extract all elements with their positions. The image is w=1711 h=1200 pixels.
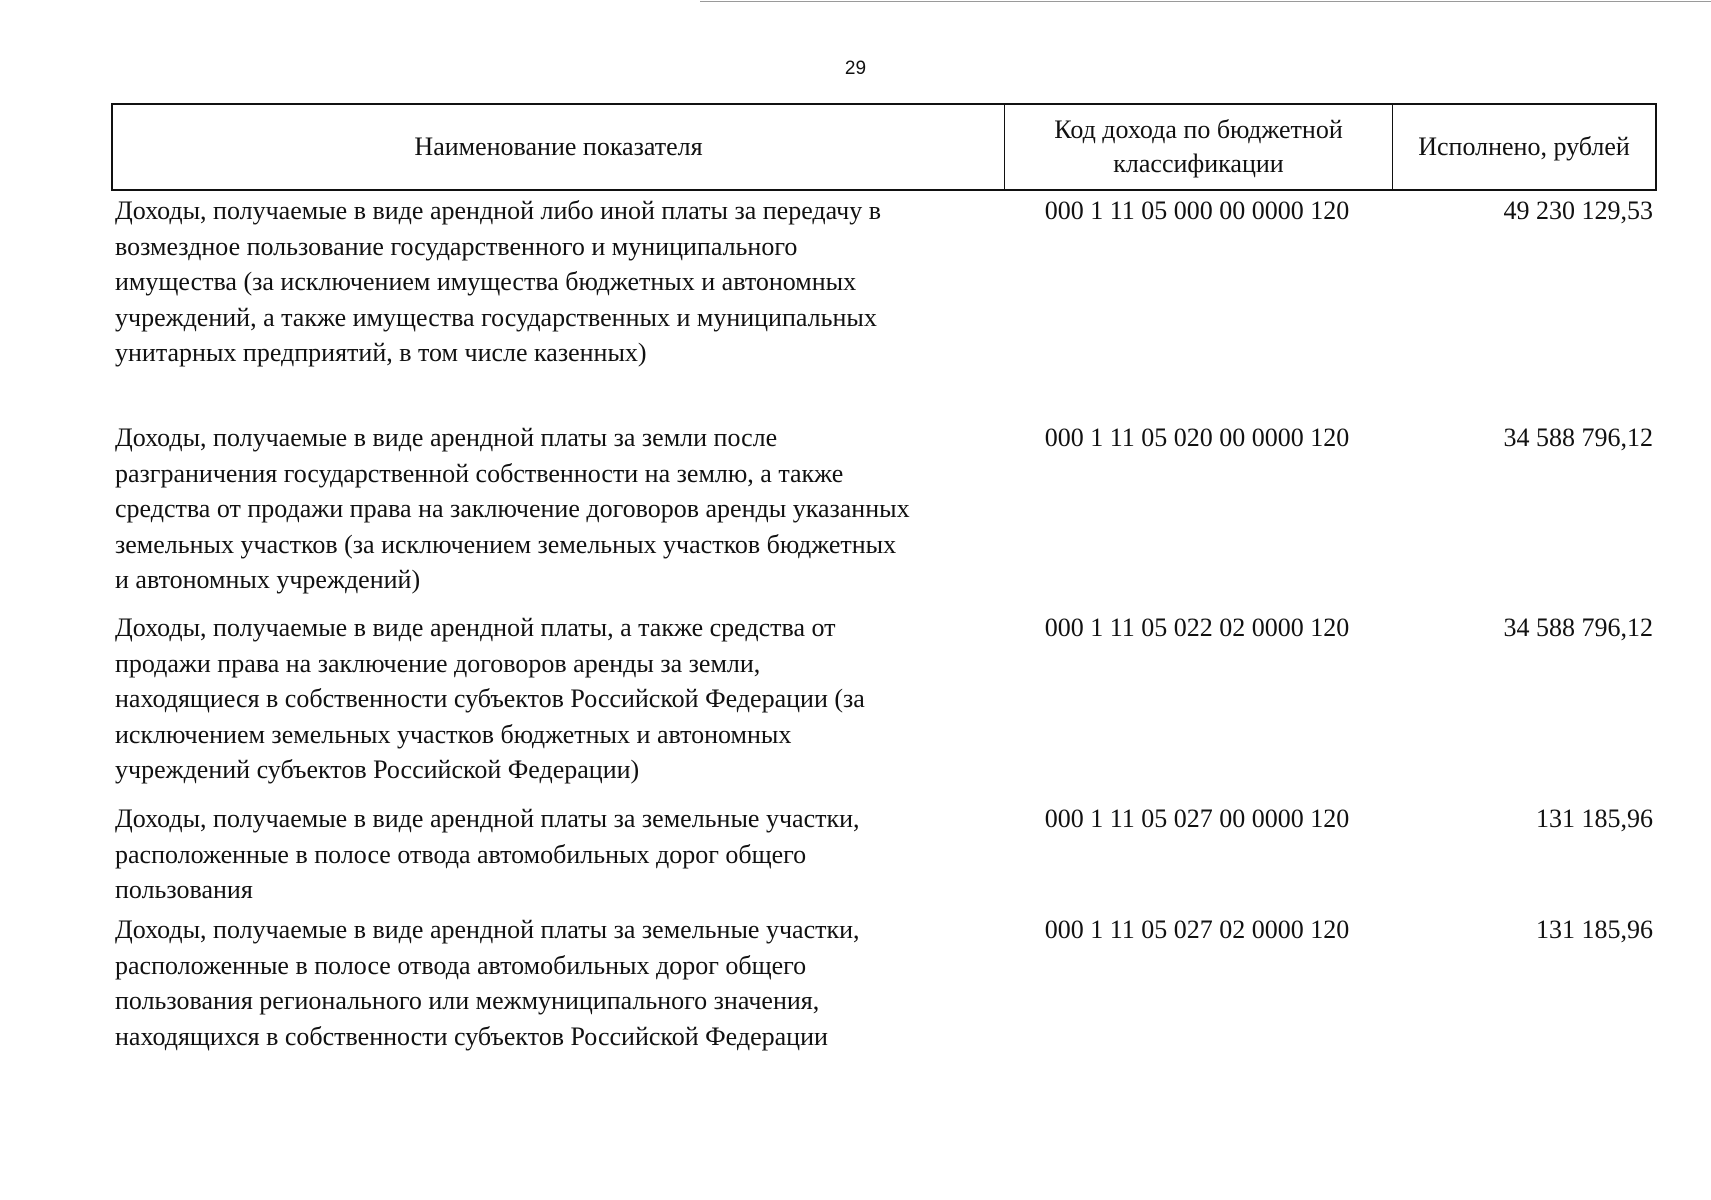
table-header [111,103,1657,191]
page-number: 29 [844,58,867,79]
top-edge-line [700,1,1711,2]
table-row [111,912,1657,1054]
row-income-code: 000 1 11 05 000 00 0000 120 [1044,196,1350,225]
table-row [111,801,1657,908]
row-indicator-name: Доходы, получаемые в виде арендной платы за земельные участки, расположенные в полосе отвода автомобильных дорог общего пользования [115,804,860,904]
row-income-code: 000 1 11 05 027 00 0000 120 [1044,804,1350,833]
row-indicator-name: Доходы, получаемые в виде арендной платы, а также средства от продажи права на заключение договоров аренды за земли, находящиеся в собственности субъектов Российской Федерации (за исключением земельных участков бюджетных и автономных учреждений субъектов Российской Федерации) [115,613,865,784]
row-income-code: 000 1 11 05 020 00 0000 120 [1044,423,1350,452]
table-row [111,193,1657,371]
table-row [111,420,1657,598]
row-executed-amount: 131 185,96 [1536,915,1653,944]
row-executed-amount: 34 588 796,12 [1503,423,1653,452]
row-indicator-name: Доходы, получаемые в виде арендной платы за земельные участки, расположенные в полосе отвода автомобильных дорог общего пользования регионального или межмуниципального значения, находящихся в собственности субъектов Российской Федерации [115,915,860,1051]
table-row [111,610,1657,788]
row-indicator-name: Доходы, получаемые в виде арендной либо иной платы за передачу в возмездное пользование государственного и муниципального имущества (за исключением имущества бюджетных и автономных учреждений, а также имущества государственных и муниципальных унитарных предприятий, в том числе казенных) [115,196,881,367]
header-executed-amount: Исполнено, рублей [1418,132,1630,161]
row-income-code: 000 1 11 05 022 02 0000 120 [1044,613,1350,642]
header-income-code: Код дохода по бюджетной классификации [1005,105,1393,189]
row-executed-amount: 49 230 129,53 [1503,196,1653,225]
row-executed-amount: 131 185,96 [1536,804,1653,833]
row-indicator-name: Доходы, получаемые в виде арендной платы за земли после разграничения государственной собственности на землю, а также средства от продажи права на заключение договоров аренды указанных земельных участков (за исключением земельных участков бюджетных и автономных учреждений) [115,423,910,594]
header-indicator-name: Наименование показателя [113,105,1005,189]
row-executed-amount: 34 588 796,12 [1503,613,1653,642]
row-income-code: 000 1 11 05 027 02 0000 120 [1044,915,1350,944]
